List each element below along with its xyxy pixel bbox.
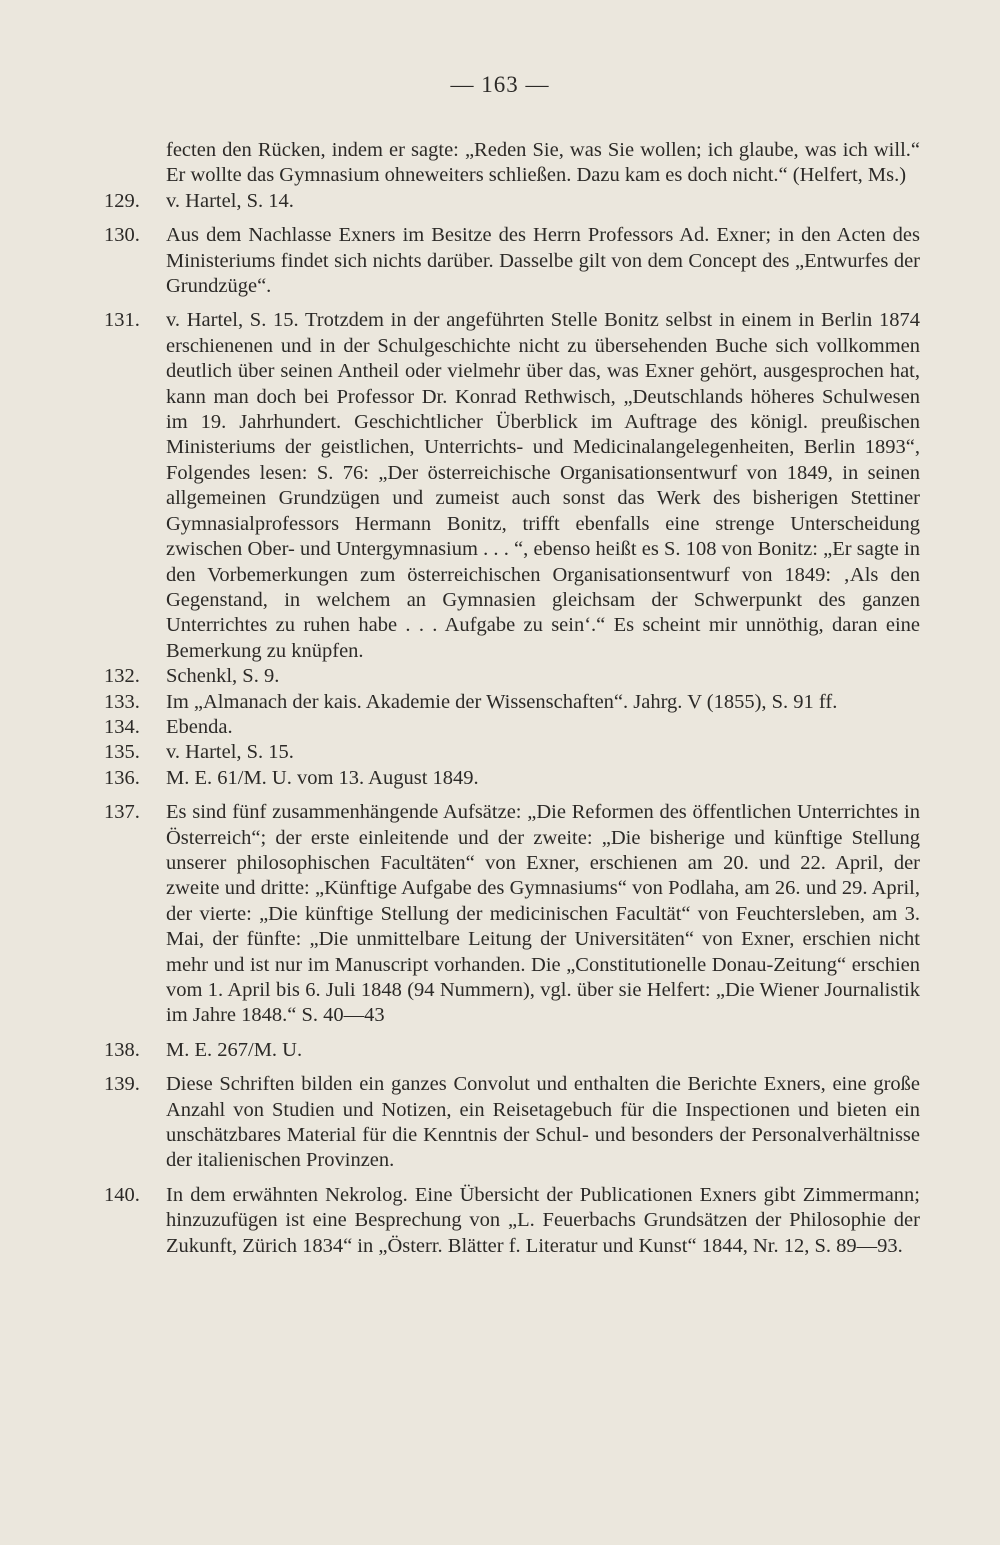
- endnote-140: [104, 1183, 920, 1259]
- endnote-text: v. Hartel, S. 15.: [166, 741, 294, 764]
- endnote-number: 131.: [104, 309, 140, 332]
- endnote-text: In dem erwähnten Nekrolog. Eine Übersicht der Publicationen Exners gibt Zimmermann; hinzuzufügen ist eine Besprechung von „L. Feuerbachs Grundsätzen der Philosophie der Zukunft, Zürich 1834“ in „Österr. Blätter f. Literatur und Kunst“ 1844, Nr. 12, S. 89—93.: [166, 1183, 920, 1257]
- endnote-number: 129.: [104, 189, 140, 212]
- endnote-number: 139.: [104, 1073, 140, 1096]
- endnote-135: [104, 740, 920, 765]
- endnote-number: 140.: [104, 1183, 140, 1206]
- endnote-number: 132.: [104, 665, 140, 688]
- endnote-number: 138.: [104, 1038, 140, 1061]
- endnote-number: 133.: [104, 690, 140, 713]
- endnote-133: [104, 690, 920, 715]
- endnote-text: fecten den Rücken, indem er sagte: „Reden Sie, was Sie wollen; ich glaube, was ich will.“ Er wollte das Gymnasium ohneweiters schließen. Dazu kam es doch nicht.“ (Helfert, Ms.): [166, 139, 920, 187]
- endnote-text: Im „Almanach der kais. Akademie der Wissenschaften“. Jahrg. V (1855), S. 91 ff.: [166, 690, 838, 713]
- endnote-continued: [104, 138, 920, 189]
- endnote-text: Diese Schriften bilden ein ganzes Convolut und enthalten die Berichte Exners, eine große Anzahl von Studien und Notizen, ein Reisetagebuch für die Inspectionen und bieten ein unschätzbares Material für die Kenntnis der Schul- und besonders der Personalverhältnisse der italienischen Provinzen.: [166, 1073, 920, 1172]
- endnote-number: 135.: [104, 741, 140, 764]
- endnote-number: 134.: [104, 715, 140, 738]
- endnote-text: M. E. 61/M. U. vom 13. August 1849.: [166, 766, 479, 789]
- endnote-132: [104, 664, 920, 689]
- endnote-137: [104, 800, 920, 1029]
- endnote-134: [104, 715, 920, 740]
- endnote-text: Ebenda.: [166, 715, 233, 738]
- endnote-number: 137.: [104, 801, 140, 824]
- endnote-139: [104, 1072, 920, 1174]
- endnote-131: [104, 308, 920, 664]
- endnote-130: [104, 223, 920, 299]
- endnote-number: 130.: [104, 224, 140, 247]
- page-number: — 163 —: [450, 72, 550, 97]
- endnote-number: 136.: [104, 766, 140, 789]
- endnote-text: v. Hartel, S. 15. Trotzdem in der angeführten Stelle Bonitz selbst in einem in Berlin 1874 erschienenen und in der Schulgeschichte nicht zu übersehenden Buche sich vollkommen deutlich über seinen Antheil oder vielmehr über das, was Exner gehört, ausgesprochen hat, kann man doch bei Professor Dr. Konrad Rethwisch, „Deutschlands höheres Schulwesen im 19. Jahrhundert. Geschichtlicher Überblick im Auftrage des königl. preußischen Ministeriums der geistlichen, Unterrichts- und Medicinalangelegenheiten, Berlin 1893“, Folgendes lesen: S. 76: „Der österreichische Organisationsentwurf von 1849, in seinen allgemeinen Grundzügen und zumeist auch sonst das Werk des bisherigen Stettiner Gymnasialprofessors Hermann Bonitz, trifft ebenfalls eine strenge Unterscheidung zwischen Ober- und Untergymnasium . . . “, ebenso heißt es S. 108 von Bonitz: „Er sagte in den Vorbemerkungen zum österreichischen Organisationsentwurf von 1849: ‚Als den Gegenstand, in welchem an Gymnasien gleichsam der Schwerpunkt des ganzen Unterrichtes zu ruhen habe . . . Aufgabe zu sein‘.“ Es scheint mir unnöthig, daran eine Bemerkung zu knüpfen.: [166, 309, 920, 662]
- endnotes: [104, 138, 920, 1259]
- endnote-136: [104, 766, 920, 791]
- endnote-text: v. Hartel, S. 14.: [166, 189, 294, 212]
- endnote-138: [104, 1038, 920, 1063]
- endnote-text: Aus dem Nachlasse Exners im Besitze des Herrn Professors Ad. Exner; in den Acten des Ministeriums findet sich nichts darüber. Dasselbe gilt von dem Concept des „Entwurfes der Grundzüge“.: [166, 224, 920, 298]
- endnote-text: Es sind fünf zusammenhängende Aufsätze: „Die Reformen des öffentlichen Unterrichtes in Österreich“; der erste einleitende und der zweite: „Die bisherige und künftige Stellung unserer philosophischen Facultäten“ von Exner, erschienen am 20. und 22. April, der zweite und dritte: „Künftige Aufgabe des Gymnasiums“ von Podlaha, am 26. und 29. April, der vierte: „Die künftige Stellung der medicinischen Facultät“ von Feuchtersleben, am 3. Mai, der fünfte: „Die unmittelbare Leitung der Universitäten“ von Exner, erschien nicht mehr und ist nur im Manuscript vorhanden. Die „Constitutionelle Donau-Zeitung“ erschien vom 1. April bis 6. Juli 1848 (94 Nummern), vgl. über sie Helfert: „Die Wiener Journalistik im Jahre 1848.“ S. 40—43: [166, 801, 920, 1027]
- endnote-text: Schenkl, S. 9.: [166, 665, 280, 688]
- endnote-text: M. E. 267/M. U.: [166, 1038, 303, 1061]
- endnote-129: [104, 189, 920, 214]
